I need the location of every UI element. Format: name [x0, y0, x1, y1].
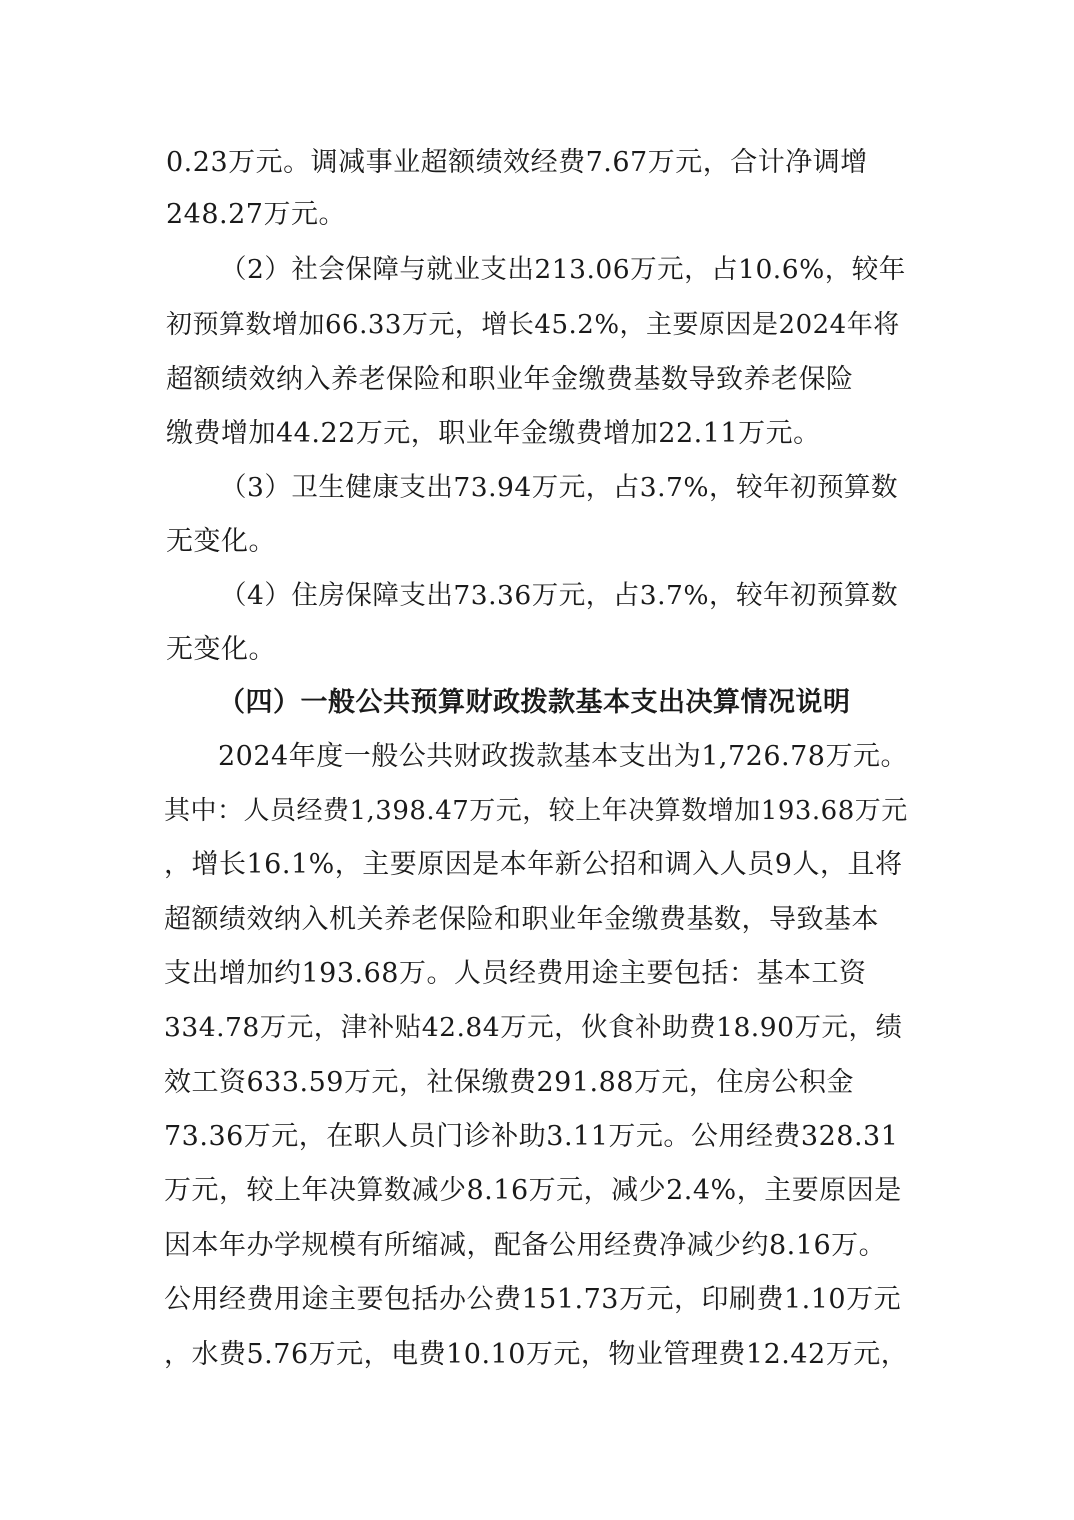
text-line: 初预算数增加66.33万元，增长45.2%，主要原因是2024年将: [166, 310, 900, 340]
text-line: ，增长16.1%，主要原因是本年新公招和调入人员9人，且将: [164, 849, 903, 880]
text-line: 334.78万元，津补贴42.84万元，伙食补助费18.90万元，绩: [164, 1012, 903, 1043]
text-line: 支出增加约193.68万。人员经费用途主要包括：基本工资: [164, 958, 867, 989]
text-line: （4）住房保障支出73.36万元，占3.7%，较年初预算数: [220, 580, 899, 611]
text-line: ，水费5.76万元，电费10.10万元，物业管理费12.42万元，: [164, 1339, 909, 1370]
text-line: 无变化。: [166, 526, 276, 557]
text-line: 73.36万元，在职人员门诊补助3.11万元。公用经费328.31: [164, 1121, 899, 1152]
text-line: 缴费增加44.22万元，职业年金缴费增加22.11万元。: [166, 418, 821, 449]
text-line: 0.23万元。调减事业超额绩效经费7.67万元，合计净调增: [166, 147, 868, 178]
text-line: 效工资633.59万元，社保缴费291.88万元，住房公积金: [164, 1067, 854, 1098]
text-line: （3）卫生健康支出73.94万元，占3.7%，较年初预算数: [220, 472, 899, 503]
text-line: 无变化。: [166, 634, 276, 665]
text-line: 公用经费用途主要包括办公费151.73万元，印刷费1.10万元: [164, 1284, 902, 1315]
text-line: 超额绩效纳入机关养老保险和职业年金缴费基数，导致基本: [164, 904, 879, 935]
text-line: （2）社会保障与就业支出213.06万元，占10.6%，较年: [220, 254, 906, 285]
text-line: 其中：人员经费1,398.47万元，较上年决算数增加193.68万元: [164, 796, 908, 826]
text-line: 2024年度一般公共财政拨款基本支出为1,726.78万元。: [218, 741, 908, 772]
text-line: 超额绩效纳入养老保险和职业年金缴费基数导致养老保险: [166, 364, 854, 395]
text-line: 万元，较上年决算数减少8.16万元，减少2.4%，主要原因是: [164, 1175, 902, 1206]
section-heading: （四）一般公共预算财政拨款基本支出决算情况说明: [218, 687, 851, 718]
text-line: 因本年办学规模有所缩减，配备公用经费净减少约8.16万。: [164, 1230, 887, 1261]
text-line: 248.27万元。: [166, 199, 346, 230]
